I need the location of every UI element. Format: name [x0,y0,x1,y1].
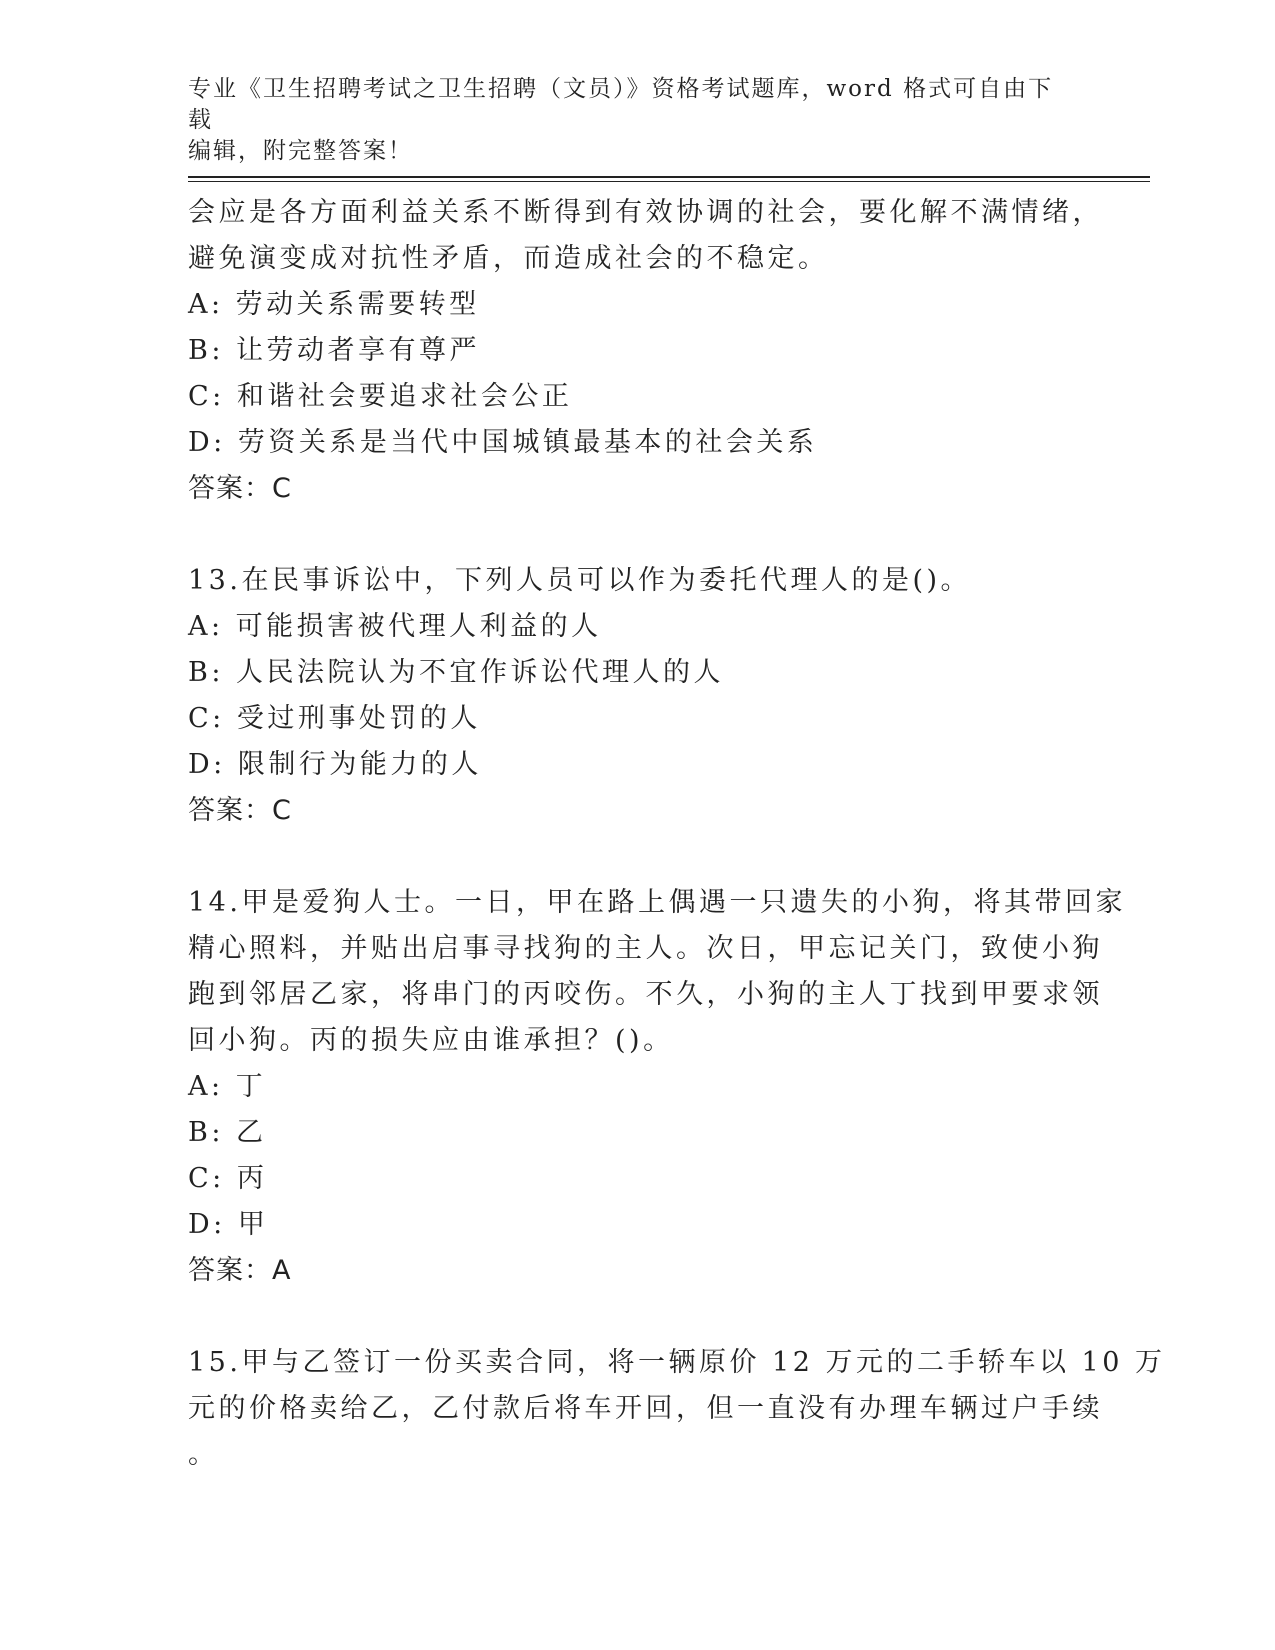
spacer [188,1294,1088,1340]
option-a: A: 可能损害被代理人利益的人 [188,611,602,642]
header-divider-thick [188,176,1150,178]
header-line-2: 编辑，附完整答案！ [188,138,413,164]
question-list [188,190,1166,1478]
question-text: 。 [188,1439,219,1470]
option-c: C: 受过刑事处罚的人 [188,703,481,734]
option-a: A: 劳动关系需要转型 [188,289,480,320]
answer: 答案：C [188,473,292,504]
header-line-1: 专业《卫生招聘考试之卫生招聘（文员）》资格考试题库，word 格式可自由下载 [188,76,1054,133]
question-12 [188,190,1103,512]
question-text: 15.甲与乙签订一份买卖合同，将一辆原价 12 万元的二手轿车以 10 万 [188,1347,1166,1378]
option-b: B: 人民法院认为不宜作诉讼代理人的人 [188,657,725,688]
option-b: B: 乙 [188,1117,267,1148]
question-text: 元的价格卖给乙，乙付款后将车开回，但一直没有办理车辆过户手续 [188,1393,1103,1424]
option-b: B: 让劳动者享有尊严 [188,335,481,366]
question-text: 精心照料，并贴出启事寻找狗的主人。次日，甲忘记关门，致使小狗 [188,933,1103,964]
document-header [188,74,1068,167]
answer: 答案：C [188,795,292,826]
question-text: 回小狗。丙的损失应由谁承担？()。 [188,1025,674,1056]
question-text: 避免演变成对抗性矛盾，而造成社会的不稳定。 [188,243,829,274]
header-divider-thin [188,181,1150,182]
question-14 [188,880,1126,1294]
option-c: C: 丙 [188,1163,268,1194]
question-text: 14.甲是爱狗人士。一日，甲在路上偶遇一只遗失的小狗，将其带回家 [188,887,1126,918]
option-a: A: 丁 [188,1071,267,1102]
question-text: 13.在民事诉讼中，下列人员可以作为委托代理人的是()。 [188,565,972,596]
option-d: D: 劳资关系是当代中国城镇最基本的社会关系 [188,427,818,458]
spacer [188,512,1088,558]
option-c: C: 和谐社会要追求社会公正 [188,381,573,412]
question-15 [188,1340,1166,1478]
answer: 答案：A [188,1255,292,1286]
question-13 [188,558,1088,834]
option-d: D: 限制行为能力的人 [188,749,482,780]
question-text: 会应是各方面利益关系不断得到有效协调的社会，要化解不满情绪， [188,197,1103,228]
spacer [188,834,1088,880]
option-d: D: 甲 [188,1209,269,1240]
question-text: 跑到邻居乙家，将串门的丙咬伤。不久，小狗的主人丁找到甲要求领 [188,979,1103,1010]
